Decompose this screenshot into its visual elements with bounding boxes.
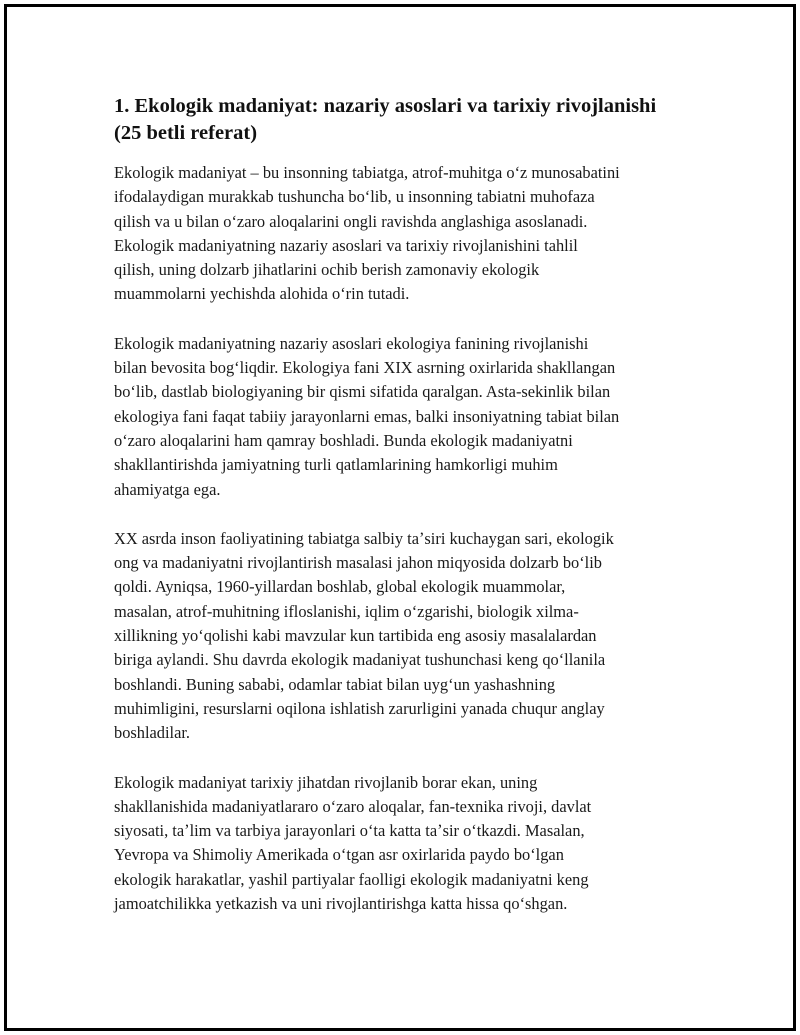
paragraph-1: Ekologik madaniyat – bu insonning tabiatga, atrof-muhitga oʻz munosabatini ifodalaydigan murakkab tushuncha boʻlib, u insonning tabiatni muhofaza qilish va u bilan oʻzaro aloqalarini ongli ravishda anglashiga asoslanadi. Ekologik madaniyatning nazariy asoslari va tarixiy rivojlanishini tahlil qilish, uning dolzarb jihatlarini ochib berish zamonaviy ekologik muammolarni yechishda alohida oʻrin tutadi. — [114, 163, 620, 304]
document-title: 1. Ekologik madaniyat: nazariy asoslari va tarixiy rivojlanishi (25 betli referat) — [114, 95, 657, 144]
paragraph-3: XX asrda inson faoliyatining tabiatga salbiy taʼsiri kuchaygan sari, ekologik ong va madaniyatni rivojlantirish masalasi jahon miqyosida dolzarb boʻlib qoldi. Ayniqsa, 1960-yillardan boshlab, global ekologik muammolar, masalan, atrof-muhitning ifloslanishi, iqlim oʻzgarishi, biologik xilma- xillikning yoʻqolishi kabi mavzular kun tartibida eng asosiy masalalardan biriga aylandi. Shu davrda ekologik madaniyat tushunchasi keng qoʻllanila boshlandi. Buning sababi, odamlar tabiat bilan uygʻun yashashning muhimligini, resurslarni oqilona ishlatish zarurligini yanada chuqur anglay boshladilar. — [114, 528, 614, 743]
document-body — [114, 93, 674, 941]
paragraph-4: Ekologik madaniyat tarixiy jihatdan rivojlanib borar ekan, uning shakllanishida madaniyatlararo oʻzaro aloqalar, fan-texnika rivoji, davlat siyosati, taʼlim va tarbiya jarayonlari oʻta katta taʼsir oʻtkazdi. Masalan, Yevropa va Shimoliy Amerikada oʻtgan asr oxirlarida paydo boʻlgan ekologik harakatlar, yashil partiyalar faolligi ekologik madaniyatni keng jamoatchilikka yetkazish va uni rivojlantirishga katta hissa qoʻshgan. — [114, 772, 592, 914]
paragraph-2: Ekologik madaniyatning nazariy asoslari ekologiya fanining rivojlanishi bilan bevosita bogʻliqdir. Ekologiya fani XIX asrning oxirlarida shakllangan boʻlib, dastlab biologiyaning bir qismi sifatida qaralgan. Asta-sekinlik bilan ekologiya fani faqat tabiiy jarayonlarni emas, balki insoniyatning tabiat bilan oʻzaro aloqalarini ham qamray boshladi. Bunda ekologik madaniyatni shakllantirishda jamiyatning turli qatlamlarining hamkorligi muhim ahamiyatga ega. — [114, 333, 620, 499]
